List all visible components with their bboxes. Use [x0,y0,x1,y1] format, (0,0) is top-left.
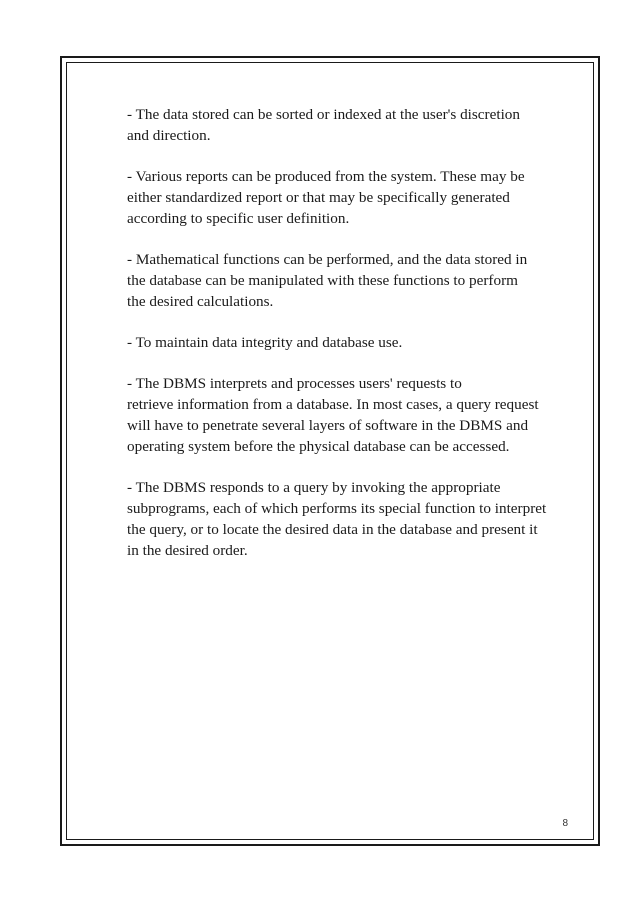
paragraph-line: - The data stored can be sorted or indexed at the user's discretion [127,106,520,123]
paragraph-line: subprograms, each of which performs its special function to interpret [127,500,547,517]
page-number: 8 [562,818,568,829]
paragraph-line: in the desired order. [127,542,248,559]
paragraph-dbms-responds [127,477,552,561]
paragraph-line: and direction. [127,127,211,144]
paragraph-line: retrieve information from a database. In most cases, a query request [127,396,539,413]
paragraph-line: will have to penetrate several layers of software in the DBMS and [127,417,529,434]
paragraph-line: according to specific user definition. [127,210,350,227]
paragraph-line: the desired calculations. [127,293,274,310]
paragraph-integrity [127,332,552,353]
paragraph-sorting [127,104,552,146]
paragraph-line: operating system before the physical database can be accessed. [127,438,510,455]
paragraph-line: - The DBMS responds to a query by invoking the appropriate [127,479,501,496]
paragraph-math-functions [127,249,552,312]
paragraph-line: either standardized report or that may be specifically generated [127,189,510,206]
paragraph-line: the database can be manipulated with these functions to perform [127,272,518,289]
paragraph-reports [127,166,552,229]
paragraph-line: - The DBMS interprets and processes users' requests to [127,375,462,392]
paragraph-line: the query, or to locate the desired data in the database and present it [127,521,538,538]
paragraph-line: - To maintain data integrity and database use. [127,334,403,351]
paragraph-line: - Various reports can be produced from the system. These may be [127,168,525,185]
paragraph-dbms-interprets [127,373,552,457]
paragraph-line: - Mathematical functions can be performed, and the data stored in [127,251,528,268]
document-body [127,104,552,581]
